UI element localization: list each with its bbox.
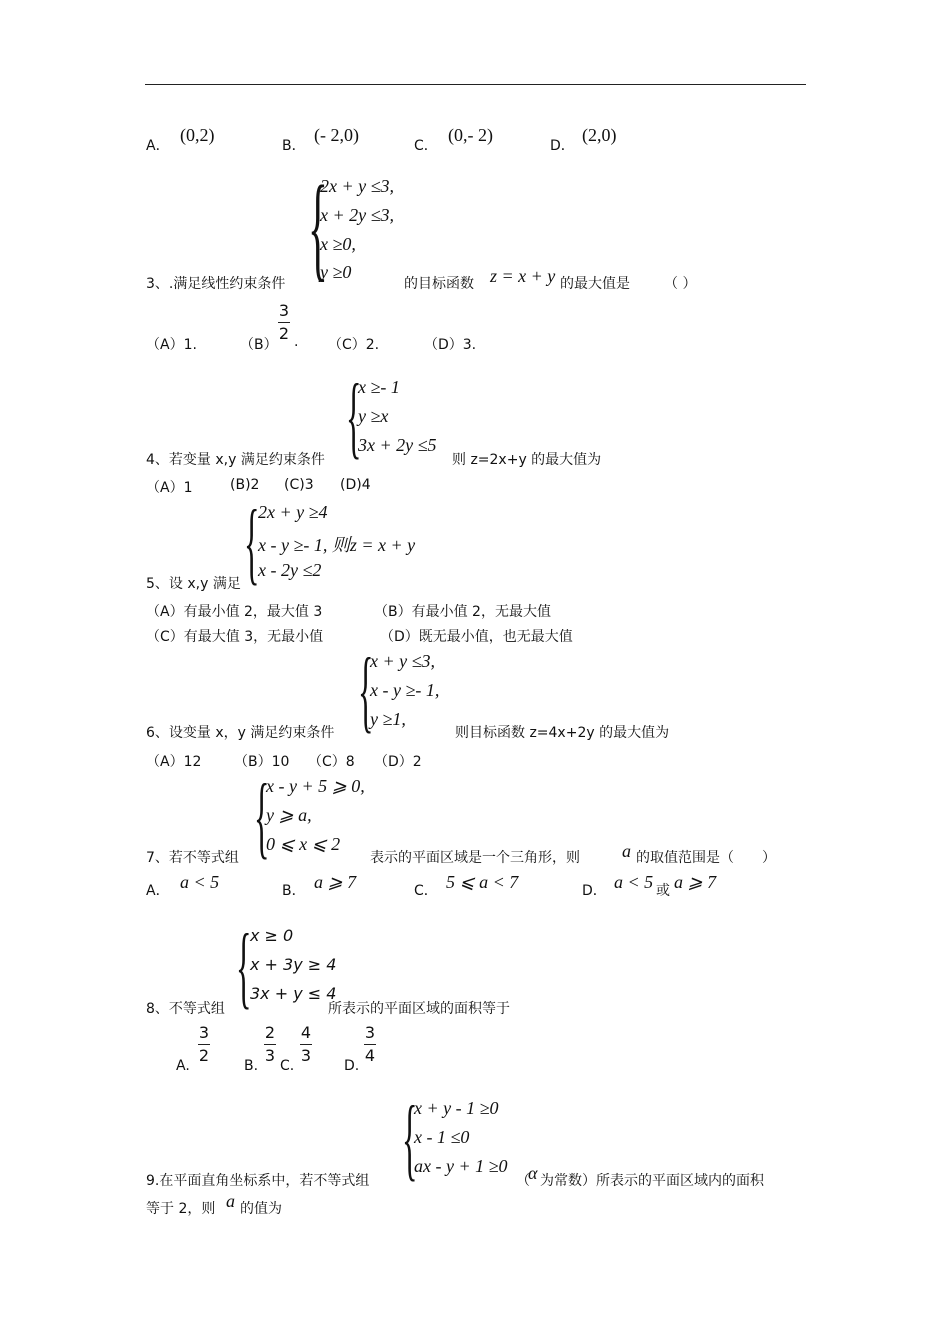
q2-option-d-label: D． [550, 138, 575, 154]
q6-option-a: （A）12 [146, 754, 202, 770]
q3-system-line: x + 2y ≤3, [320, 205, 395, 225]
q8-system-line: x ≥ 0 [250, 926, 294, 945]
q3-suffix: 的最大值是 [560, 276, 630, 292]
q7-option-d-label: D． [582, 883, 607, 899]
q6-system-line: x + y ≤3, [370, 651, 436, 671]
top-rule [145, 84, 806, 85]
q5-system-line: x - 2y ≤2 [258, 560, 322, 580]
q9-paren-open: （ [516, 1173, 530, 1189]
q8-option-a-fraction [198, 1024, 210, 1065]
q7-var-a: a [622, 841, 631, 861]
q3-option-b: （B） [240, 337, 278, 353]
q5-system-line: 2x + y ≥4 [258, 502, 328, 522]
q4-option-a: （A）1 [146, 480, 193, 496]
q3-prefix: 3、.满足线性约束条件 [146, 276, 286, 292]
q3-middle: 的目标函数 [404, 276, 474, 292]
q8-option-d-label: D. [344, 1058, 360, 1074]
q4-system-line: y ≥x [358, 406, 389, 426]
q3-brace: { [308, 161, 328, 292]
q3-system-line: x ≥0, [320, 234, 356, 254]
q6-brace: { [358, 639, 374, 741]
q3-option-b-dot: . [294, 334, 299, 350]
q5-option-b: （B）有最小值 2，无最大值 [374, 604, 551, 620]
q9-system-line: x - 1 ≤0 [414, 1127, 470, 1147]
q8-option-c-fraction [300, 1024, 312, 1065]
q4-option-d: (D)4 [340, 477, 371, 493]
fraction-bar [264, 1044, 276, 1045]
q9-var-a: a [226, 1191, 235, 1211]
q7-middle: 表示的平面区域是一个三角形，则 [370, 850, 580, 866]
q4-brace: { [346, 365, 362, 467]
q2-option-b-value: (- 2,0) [314, 125, 359, 145]
q7-option-c-label: C． [414, 883, 438, 899]
q9-alpha: α [528, 1163, 538, 1183]
q7-option-b-value: a ⩾ 7 [314, 872, 357, 892]
q9-line2-prefix: 等于 2，则 [146, 1201, 216, 1217]
q4-system-line: 3x + 2y ≤5 [358, 435, 437, 455]
q2-option-b-label: B． [282, 138, 306, 154]
q2-option-d-value: (2,0) [582, 125, 617, 145]
q8-frac-den: 4 [364, 1046, 376, 1065]
q3-frac-den: 2 [278, 324, 290, 343]
q4-system-line: x ≥- 1 [358, 377, 400, 397]
q7-option-c-value: 5 ⩽ a < 7 [446, 872, 519, 892]
q6-suffix: 则目标函数 z=4x+2y 的最大值为 [455, 725, 670, 741]
q5-prefix: 5、设 x,y 满足 [146, 576, 241, 592]
q8-option-b-fraction [264, 1024, 276, 1065]
q6-system-line: y ≥1, [370, 709, 406, 729]
q7-brace: { [254, 765, 270, 867]
q5-system-line: x - y ≥- 1, 则z = x + y [258, 535, 416, 555]
q8-suffix: 所表示的平面区域的面积等于 [328, 1001, 510, 1017]
q7-suffix: 的取值范围是（ ） [636, 850, 776, 866]
q7-option-d-value2: a ⩾ 7 [674, 872, 717, 892]
q8-system-line: x + 3y ≥ 4 [250, 955, 337, 974]
fraction-bar [198, 1044, 210, 1045]
q7-system-line: y ⩾ a, [266, 805, 312, 825]
q6-option-b: （B）10 [234, 754, 290, 770]
q3-frac-num: 3 [278, 301, 290, 320]
q5-option-d: （D）既无最小值，也无最大值 [380, 629, 573, 645]
q9-line2-suffix: 的值为 [240, 1201, 282, 1217]
q3-system-line: y ≥0 [320, 262, 352, 282]
q6-option-c: （C）8 [308, 754, 355, 770]
q9-system-line: ax - y + 1 ≥0 [414, 1156, 508, 1176]
q8-option-d-fraction [364, 1024, 376, 1065]
q4-option-c: (C)3 [284, 477, 314, 493]
fraction-bar [300, 1044, 312, 1045]
q8-frac-den: 3 [300, 1046, 312, 1065]
q5-option-c: （C）有最大值 3，无最小值 [146, 629, 324, 645]
q8-option-a-label: A. [176, 1058, 190, 1074]
q4-suffix: 则 z=2x+y 的最大值为 [452, 452, 602, 468]
q7-option-d-or: 或 [656, 883, 670, 899]
q8-brace: { [236, 915, 252, 1017]
q7-system-line: 0 ⩽ x ⩽ 2 [266, 834, 341, 854]
q6-system-line: x - y ≥- 1, [370, 680, 440, 700]
q2-option-a-label: A． [146, 138, 170, 154]
q8-frac-den: 2 [198, 1046, 210, 1065]
q8-frac-num: 4 [300, 1023, 312, 1042]
q7-option-d-value: a < 5 [614, 872, 654, 892]
q8-prefix: 8、不等式组 [146, 1001, 225, 1017]
q3-fraction [278, 302, 290, 343]
q4-prefix: 4、若变量 x,y 满足约束条件 [146, 452, 325, 468]
q3-option-d: （D）3. [424, 337, 477, 353]
q2-option-a-value: (0,2) [180, 125, 215, 145]
q8-option-c-label: C. [280, 1058, 295, 1074]
q3-option-a: （A）1. [146, 337, 197, 353]
q8-frac-num: 3 [198, 1023, 210, 1042]
q7-system-line: x - y + 5 ⩾ 0, [266, 776, 365, 796]
q8-system-line: 3x + y ≤ 4 [250, 984, 337, 1003]
q8-option-b-label: B. [244, 1058, 259, 1074]
q9-system-line: x + y - 1 ≥0 [414, 1098, 499, 1118]
q7-prefix: 7、若不等式组 [146, 850, 239, 866]
q7-option-a-value: a < 5 [180, 872, 220, 892]
q9-brace: { [402, 1087, 418, 1189]
q8-frac-num: 2 [264, 1023, 276, 1042]
fraction-bar [278, 322, 290, 323]
q3-objective: z = x + y [490, 266, 556, 286]
q4-option-b: (B)2 [230, 477, 260, 493]
q3-system-line: 2x + y ≤3, [320, 176, 395, 196]
q3-paren: （ ） [664, 276, 697, 292]
q6-prefix: 6、设变量 x，y 满足约束条件 [146, 725, 335, 741]
q9-suffix: 为常数）所表示的平面区域内的面积 [540, 1173, 764, 1189]
q2-option-c-value: (0,- 2) [448, 125, 493, 145]
q5-option-a: （A）有最小值 2，最大值 3 [146, 604, 323, 620]
q7-option-b-label: B． [282, 883, 306, 899]
q8-frac-num: 3 [364, 1023, 376, 1042]
q7-option-a-label: A． [146, 883, 170, 899]
q3-option-c: （C）2. [328, 337, 380, 353]
q2-option-c-label: C． [414, 138, 438, 154]
q9-prefix: 9.在平面直角坐标系中，若不等式组 [146, 1173, 370, 1189]
q5-brace: { [244, 491, 260, 593]
q6-option-d: （D）2 [374, 754, 422, 770]
q8-frac-den: 3 [264, 1046, 276, 1065]
fraction-bar [364, 1044, 376, 1045]
